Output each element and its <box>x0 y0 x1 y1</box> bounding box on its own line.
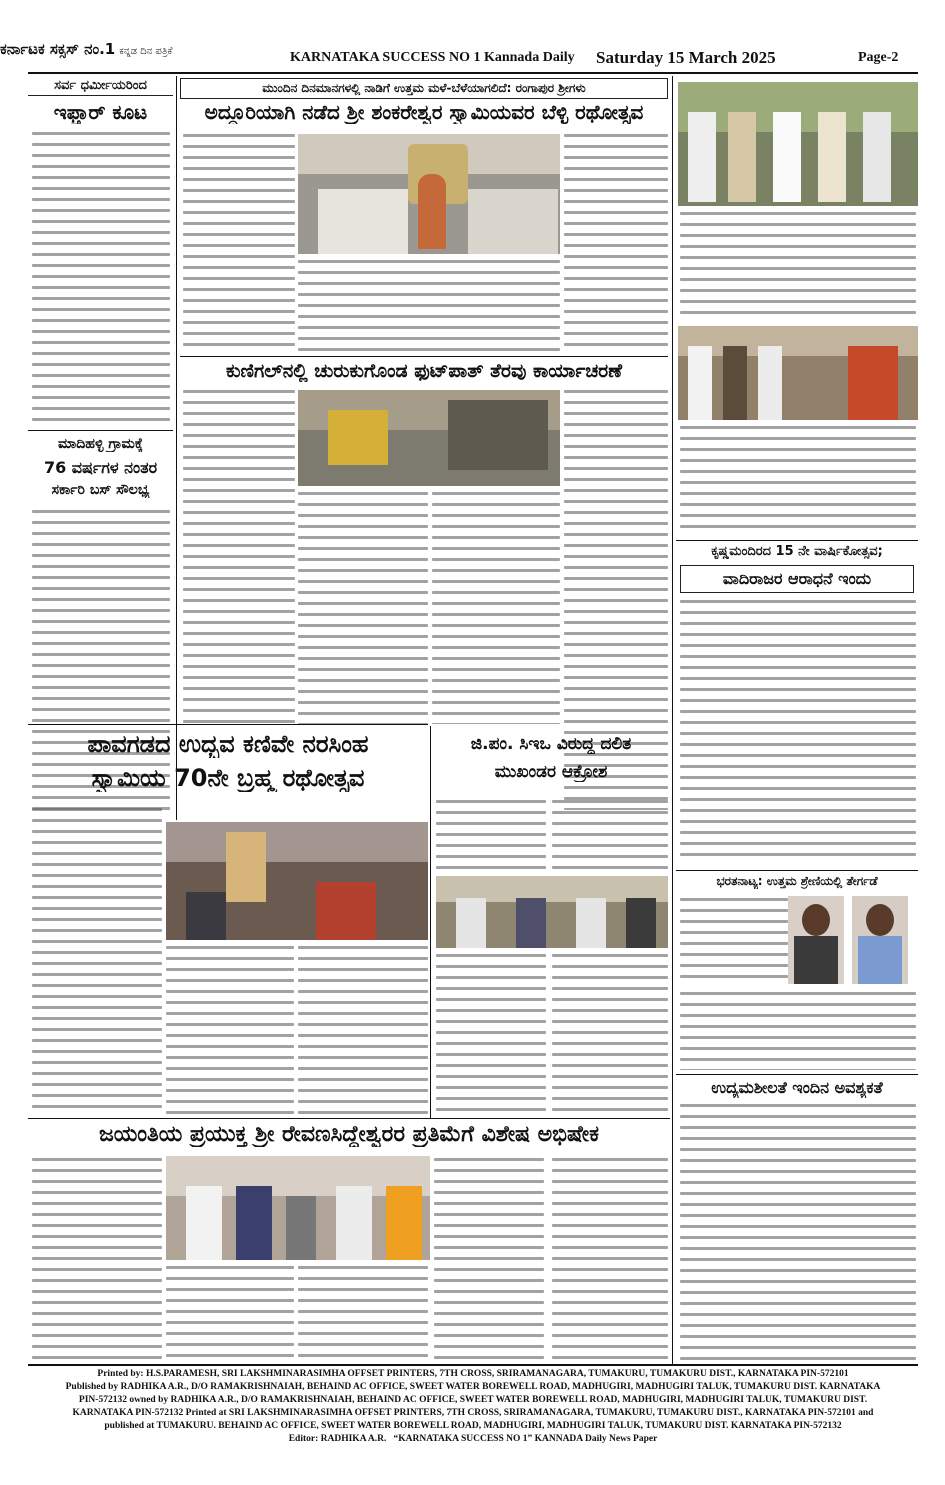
right-caption-1 <box>680 212 916 320</box>
imprint-line: Published by RADHIKA A.R., D/O RAMAKRISHNAIAH, BEHAIND AC OFFICE, SWEET WATER BOREWELL ROAD, MADHUGIRI, MADHUGIRI TALUK, TUMAKURU DIST. KARNATAKA <box>65 1382 881 1392</box>
editor-label: Editor: RADHIKA A.R. <box>288 1434 387 1444</box>
pavagada-headline-2: ಸ್ವಾಮಿಯ 70ನೇ ಬ್ರಹ್ಮ ರಥೋತ್ಸವ <box>91 764 365 792</box>
jpam-col2 <box>552 954 668 1114</box>
rathotsava-col1 <box>183 134 295 348</box>
rathotsava-photo <box>298 134 560 254</box>
krishna-headline: ವಾದಿರಾಜರ ಆರಾಧನೆ ಇಂದು <box>680 565 914 593</box>
udyama-body <box>680 1104 916 1362</box>
jpam-headline-1: ಜಿ.ಪಂ. ಸಿಇಒ ವಿರುದ್ಧ ದಲಿತ <box>470 734 632 754</box>
bharatanatya-headline: ಭರತನಾಟ್ಯ: ಉತ್ತಮ ಶ್ರೇಣಿಯಲ್ಲಿ ತೇರ್ಗಡೆ <box>716 874 878 888</box>
revana-col5 <box>552 1158 668 1362</box>
pavagada-col2 <box>166 946 294 1114</box>
kunigal-col1 <box>183 390 295 726</box>
kunigal-photo <box>298 390 560 486</box>
kunigal-headline: ಕುಣಿಗಲ್‌ನಲ್ಲಿ ಚುರುಕುಗೊಂಡ ಫುಟ್‌ಪಾತ್ ತೆರವು ಕಾರ್ಯಾಚರಣೆ <box>225 360 623 382</box>
revana-col3 <box>298 1266 428 1362</box>
footer-rule <box>28 1364 918 1366</box>
divider <box>676 1074 918 1075</box>
student-photo-1 <box>788 896 844 984</box>
right-caption-2 <box>680 426 916 536</box>
imprint-line: PIN-572132 owned by RADHIKA A.R., D/O RAMAKRISHNAIAH, BEHAIND AC OFFICE, SWEET WATER BOREWELL ROAD, MADHUGIRI, MADHUGIRI TALUK, TUMAKURU DIST. <box>78 1395 868 1405</box>
divider <box>180 356 668 357</box>
rathotsava-headline: ಅದ್ದೂರಿಯಾಗಿ ನಡೆದ ಶ್ರೀ ಶಂಕರೇಶ್ವರ ಸ್ವಾಮಿಯವರ ಬೆಳ್ಳಿ ರಥೋತ್ಸವ <box>204 100 644 124</box>
bus-headline-2: ಸರ್ಕಾರಿ ಬಸ್ ಸೌಲಭ್ಯ <box>51 482 150 498</box>
divider <box>28 1118 670 1119</box>
right-photo-1 <box>678 82 918 206</box>
rathotsava-col3 <box>564 134 668 352</box>
student-photo-2 <box>852 896 908 984</box>
rathotsava-body-mid <box>298 260 560 352</box>
revana-photo <box>166 1156 430 1260</box>
paper-subtitle: ಕನ್ನಡ ದಿನ ಪತ್ರಿಕೆ <box>119 46 173 57</box>
jpam-col1-top <box>436 800 546 888</box>
imprint-line: KARNATAKA PIN-572132 Printed at SRI LAKSHMINARASIMHA OFFSET PRINTERS, 7TH CROSS, SRIRAMANAGARA, TUMAKURU, TUMAKURU DIST., KARNATAKA PIN-572101 and <box>72 1408 874 1418</box>
iftar-headline: ಇಫ್ತಾರ್ ಕೂಟ <box>53 100 148 124</box>
paper-name: ಕರ್ನಾಟಕ ಸಕ್ಸಸ್ ನಂ.1 <box>0 40 116 58</box>
iftar-article-body <box>32 132 170 424</box>
imprint <box>28 1368 918 1446</box>
kunigal-col2a <box>298 492 428 724</box>
pavagada-col1 <box>32 808 162 1114</box>
divider <box>28 430 173 431</box>
paper-english-title: KARNATAKA SUCCESS NO 1 Kannada Daily <box>290 50 575 65</box>
bus-kicker: ಮಾದಿಹಳ್ಳಿ ಗ್ರಾಮಕ್ಕೆ <box>57 436 144 452</box>
jpam-col2-top <box>552 800 668 872</box>
column-rule <box>430 726 431 1118</box>
udyama-headline: ಉದ್ಯಮಶೀಲತೆ ಇಂದಿನ ಅವಶ್ಯಕತೆ <box>711 1078 883 1097</box>
jpam-photo <box>436 876 668 948</box>
divider <box>676 870 918 871</box>
divider <box>676 540 918 541</box>
jpam-col1 <box>436 954 546 1114</box>
top-band: ಮುಂದಿನ ದಿನಮಾನಗಳಲ್ಲಿ ನಾಡಿಗೆ ಉತ್ತಮ ಮಳೆ-ಬೆಳೆಯಾಗಲಿದೆ: ರಂಗಾಪುರ ಶ್ರೀಗಳು <box>180 78 668 99</box>
pavagada-photo <box>166 822 428 940</box>
column-rule <box>672 76 673 1366</box>
revana-col4 <box>434 1158 544 1362</box>
bharatanatya-body <box>680 992 916 1070</box>
revana-headline: ಜಯಂತಿಯ ಪ್ರಯುಕ್ತ ಶ್ರೀ ರೇವಣಸಿದ್ದೇಶ್ವರರ ಪ್ರತಿಮೆಗೆ ವಿಶೇಷ ಅಭಿಷೇಕ <box>98 1122 600 1147</box>
jpam-headline-2: ಮುಖಂಡರ ಆಕ್ರೋಶ <box>494 762 608 782</box>
column-rule <box>176 76 177 820</box>
page-number: Page-2 <box>858 50 899 65</box>
revana-col1 <box>32 1158 162 1362</box>
masthead-title <box>0 40 172 58</box>
kicker-text: ಸರ್ವ ಧರ್ಮೀಯರಿಂದ <box>54 78 147 93</box>
masthead-rule <box>28 72 918 74</box>
pavagada-headline-1: ಪಾವಗಡದ ಉದ್ಭವ ಕಣಿವೇ ನರಸಿಂಹ <box>87 730 369 758</box>
krishna-kicker: ಕೃಷ್ಣಮಂದಿರದ 15 ನೇ ವಾರ್ಷಿಕೋತ್ಸವ; <box>711 544 883 559</box>
krishna-body <box>680 600 916 862</box>
imprint-line: published at TUMAKURU. BEHAIND AC OFFICE, SWEET WATER BOREWELL ROAD, MADHUGIRI, MADHUGIRI TALUK, TUMAKURU DIST. KARNATAKA PIN-572132 <box>104 1421 842 1431</box>
issue-date: Saturday 15 March 2025 <box>596 48 776 67</box>
editor-paper: “KARNATAKA SUCCESS NO 1” KANNADA Daily News Paper <box>393 1434 658 1444</box>
editor-line <box>28 1433 918 1446</box>
right-photo-2 <box>678 326 918 420</box>
left-kicker <box>28 78 173 96</box>
revana-col2 <box>166 1266 294 1362</box>
bharatanatya-intro <box>680 898 788 986</box>
kunigal-col2b <box>432 492 560 724</box>
bus-headline-1: 76 ವರ್ಷಗಳ ನಂತರ <box>43 458 158 477</box>
pavagada-col3 <box>298 946 428 1114</box>
divider <box>28 724 428 725</box>
imprint-line: Printed by: H.S.PARAMESH, SRI LAKSHMINARASIMHA OFFSET PRINTERS, 7TH CROSS, SRIRAMANAGARA, TUMAKURU, TUMAKURU DIST., KARNATAKA PIN-572101 <box>97 1369 849 1379</box>
